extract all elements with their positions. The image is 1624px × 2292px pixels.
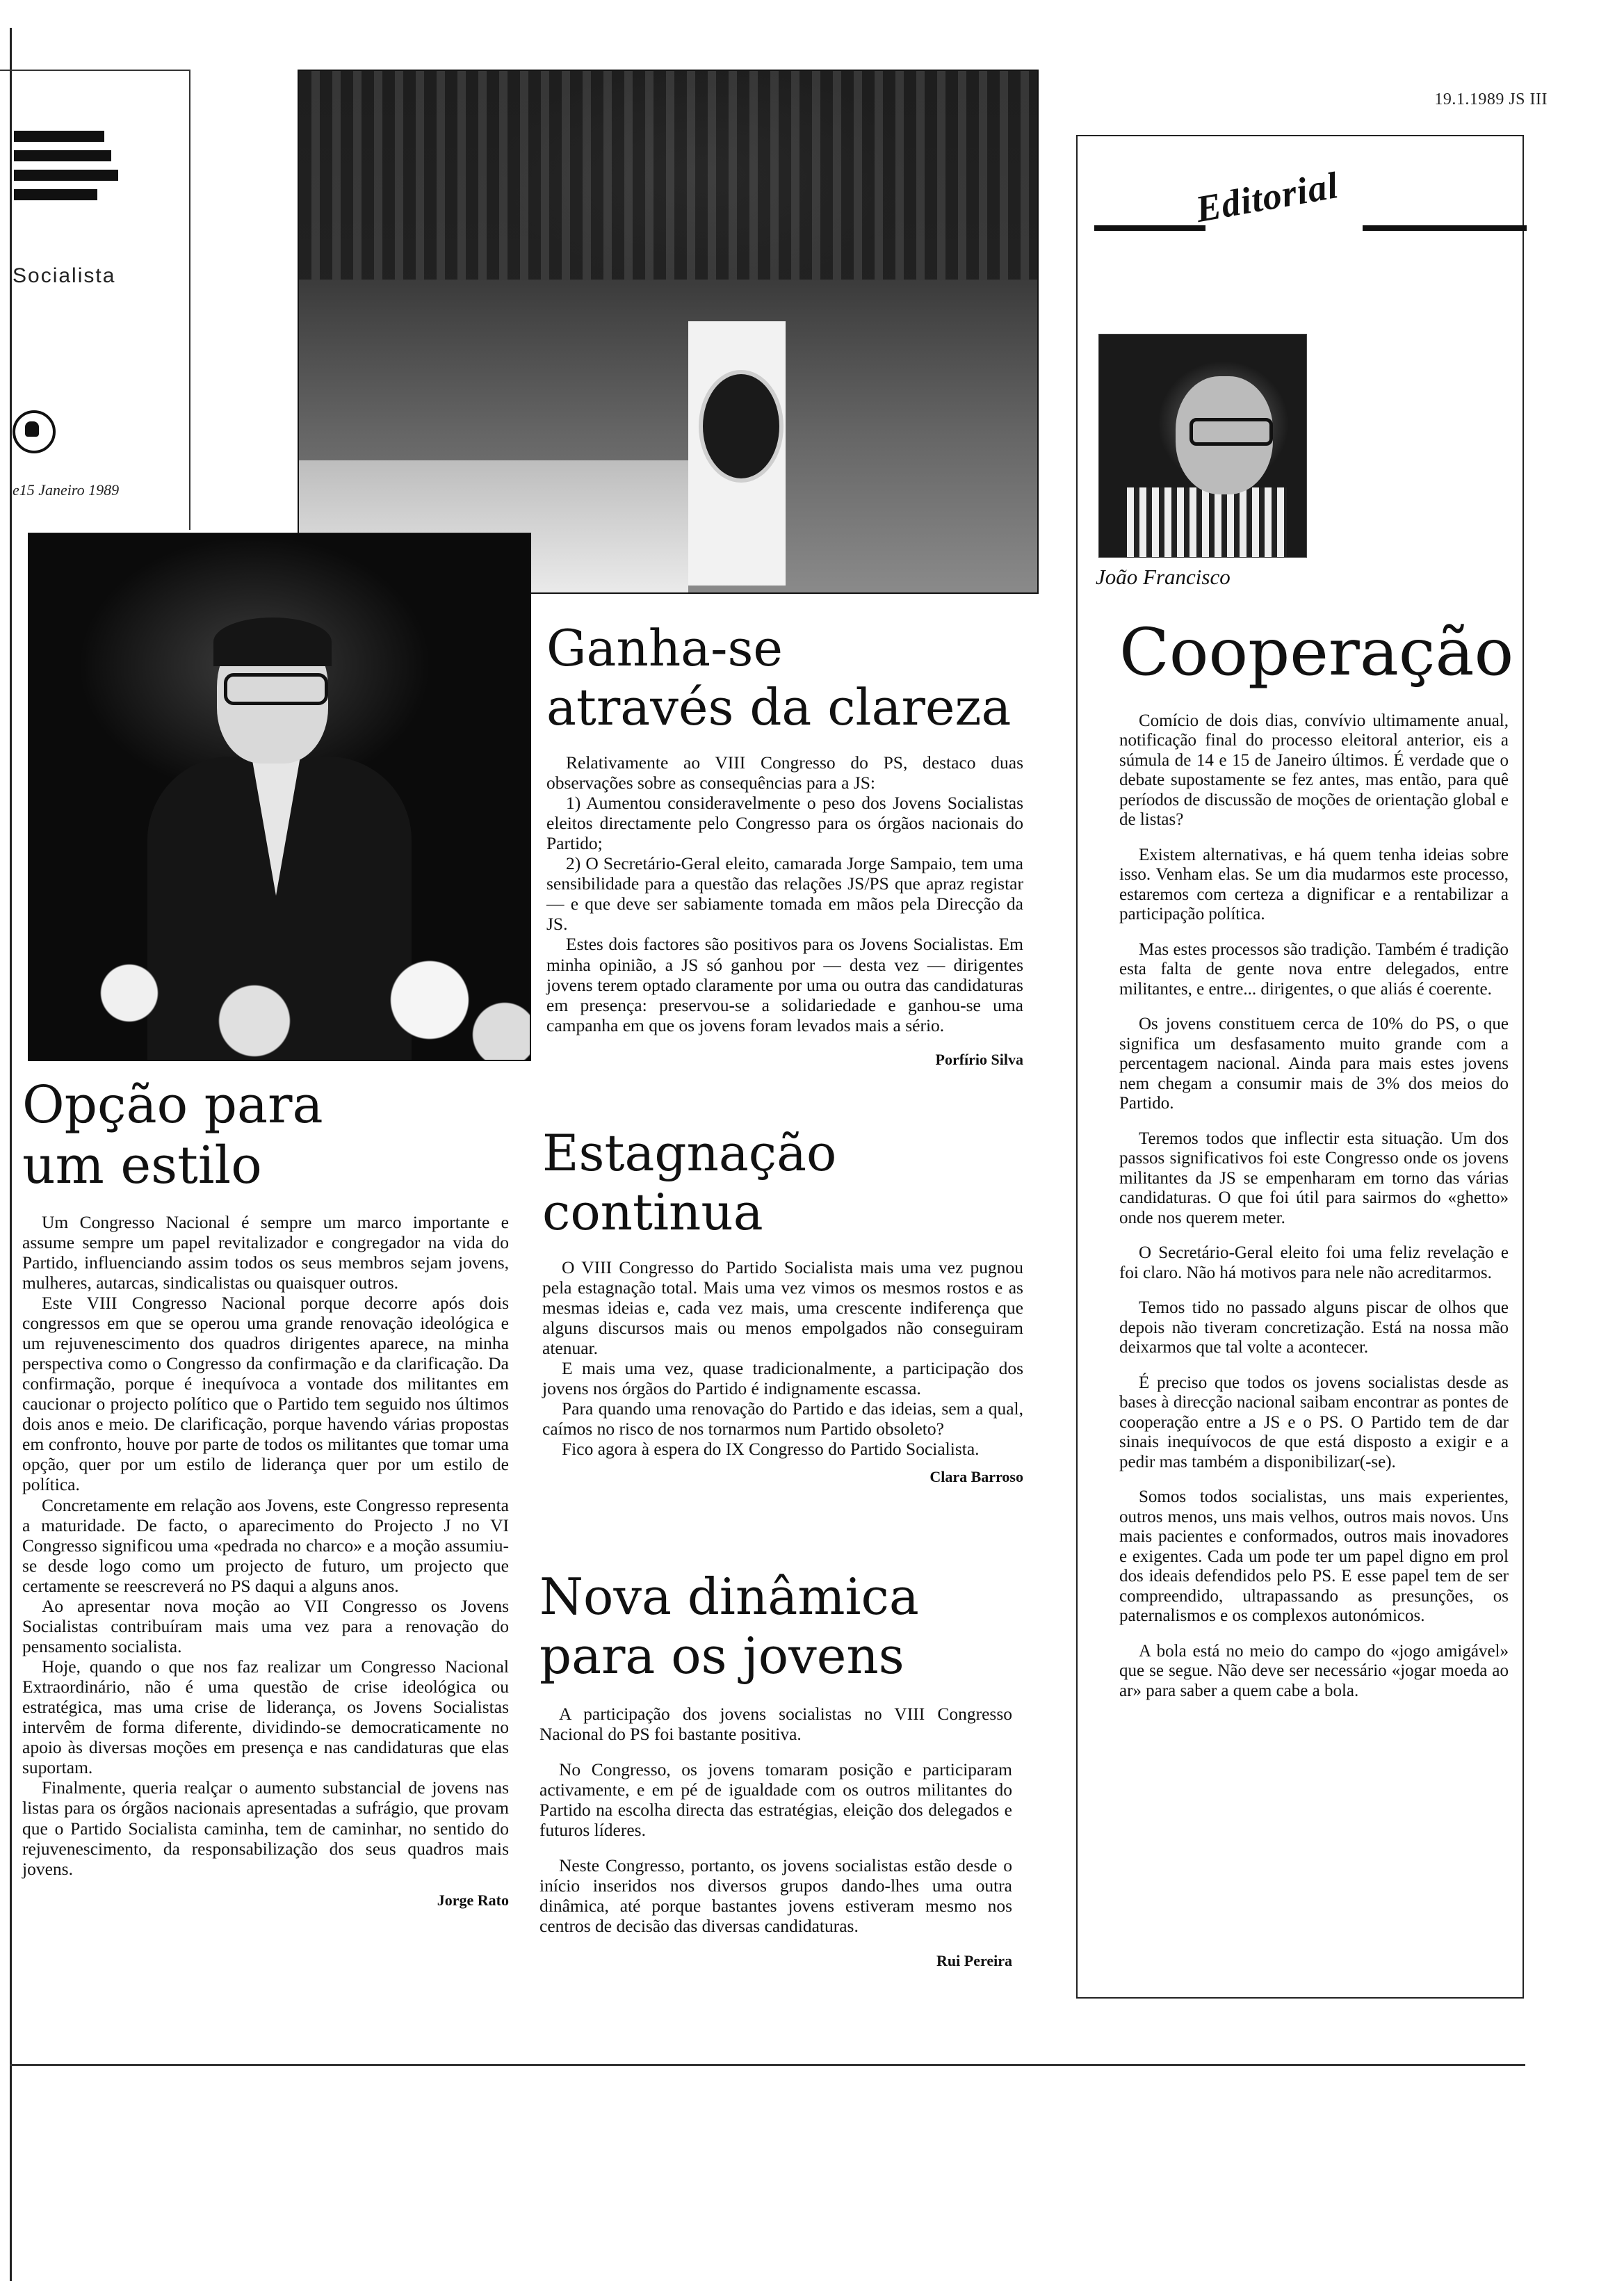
paragraph: Neste Congresso, portanto, os jovens socialistas estão desde o início inseridos nos diversos grupos dando-lhes uma outra dinâmica, até porque bastantes jovens estiveram mesmo nos centros de decisão das diversas candidaturas. bbox=[539, 1855, 1012, 1937]
paragraph: Comício de dois dias, convívio ultimamente anual, notificação final do processo eleitoral anterior, eis a súmula de 14 e 15 de Janeiro últimos. É verdade que o debate supostamente se fez antes, mas então, para quê períodos de discussão de moções de orientação global e de listas? bbox=[1119, 711, 1509, 830]
article-estagnacao-title bbox=[542, 1124, 1023, 1242]
article-opcao-author: Jorge Rato bbox=[437, 1891, 509, 1909]
editorial-rule bbox=[1363, 225, 1527, 231]
masthead-stripe bbox=[14, 131, 104, 142]
columnist-shirt bbox=[1127, 487, 1287, 557]
title-line: através da clareza bbox=[546, 677, 1012, 736]
paragraph: Um Congresso Nacional é sempre um marco importante e assume sempre um papel revitalizador e congregador na vida do Partido, influenciando assim todos os seus membros sejam jovens, mulheres, autarcas, sindicalistas ou quaisquer outros. bbox=[22, 1211, 509, 1293]
article-estagnacao-body bbox=[542, 1257, 1023, 1460]
paragraph: No Congresso, os jovens tomaram posição e participaram activamente, e em pé de igualdade com os outros militantes do Partido na escolha directa das estratégias, eleição dos delegados e futuros líderes. bbox=[539, 1759, 1012, 1841]
article-ganha-author: Porfírio Silva bbox=[935, 1050, 1023, 1068]
paragraph: Teremos todos que inflectir esta situação. Um dos passos significativos foi este Congresso onde os jovens militantes da JS se empenharam em torno das várias candidaturas. O que foi útil para sairmos do «ghetto» onde nos querem meter. bbox=[1119, 1129, 1509, 1227]
paragraph: Estes dois factores são positivos para os Jovens Socialistas. Em minha opinião, a JS só ganhou por — desta vez — dirigentes jovens terem optado claramente por uma ou outra das candidaturas em presença: preservou-se a solidariedade e ganhou-se uma campanha em que os jovens foram levados mais a sério. bbox=[546, 934, 1023, 1035]
article-nova-author: Rui Pereira bbox=[936, 1951, 1012, 1969]
paragraph: Para quando uma renovação do Partido e das ideias, sem a qual, caímos no risco de nos tornarmos num Partido obsoleto? bbox=[542, 1398, 1023, 1439]
editorial-article bbox=[1119, 615, 1514, 1716]
article-opcao-body bbox=[22, 1212, 509, 1879]
paragraph: Concretamente em relação aos Jovens, este Congresso representa a maturidade. De facto, o aparecimento do Projecto J no VI Congresso significou uma «pedrada no charco» e a moção assumiu-se desde logo como um projecto de futuro, um projecto que certamente se reescreverá no PS daqui a alguns anos. bbox=[22, 1494, 509, 1596]
masthead-stripe bbox=[14, 170, 118, 181]
article-nova-title bbox=[539, 1567, 1012, 1686]
glasses-icon bbox=[1189, 418, 1273, 446]
paragraph: E mais uma vez, quase tradicionalmente, a participação dos jovens nos órgãos do Partido é indignamente escassa. bbox=[542, 1358, 1023, 1399]
title-line: Estagnação bbox=[542, 1124, 837, 1182]
paragraph: A participação dos jovens socialistas no VIII Congresso Nacional do PS foi bastante positiva. bbox=[539, 1703, 1012, 1744]
speaker-hair bbox=[213, 618, 332, 666]
paragraph: Somos todos socialistas, uns mais experientes, outros menos, uns mais velhos, outros mais novos. Uns mais pacientes e conformados, outros mais inovadores e exigentes. Cada um pode ter um papel digno em prol dos ideais defendidos pelo PS. E esse papel tem de ser compreendido, ultrapassando as presunções, os paternalismos e os complexos autonómicos. bbox=[1119, 1487, 1509, 1626]
speaker-portrait-photo bbox=[28, 533, 531, 1061]
article-ganha bbox=[546, 619, 1023, 1069]
party-emblem-icon bbox=[699, 370, 783, 483]
paragraph: Mas estes processos são tradição. Também é tradição esta falta de gente nova entre delegados, entre militantes, e entre... dirigentes, o que aliás é coerente. bbox=[1119, 939, 1509, 999]
title-line: continua bbox=[542, 1182, 763, 1241]
article-ganha-title bbox=[546, 619, 1023, 737]
congress-hall-photo bbox=[298, 70, 1039, 594]
article-nova-body bbox=[539, 1704, 1012, 1937]
editorial-title: Cooperação bbox=[1119, 615, 1514, 691]
article-estagnacao-author: Clara Barroso bbox=[929, 1467, 1023, 1485]
page-bottom-rule bbox=[10, 2064, 1525, 2066]
paragraph: Finalmente, queria realçar o aumento substancial de jovens nas listas para os órgãos nacionais apresentadas a sufrágio, que provam que o Partido Socialista caminha, tem de caminhar, no sentido do rejuvenescimento, da responsabilização dos seus quadros mais jovens. bbox=[22, 1777, 509, 1879]
audience-area bbox=[299, 71, 1037, 280]
article-opcao bbox=[22, 1075, 509, 1910]
masthead-stripe bbox=[14, 150, 111, 161]
party-seal-icon bbox=[13, 410, 56, 453]
article-nova bbox=[539, 1567, 1012, 1970]
title-line: Nova dinâmica bbox=[539, 1567, 919, 1626]
article-ganha-body bbox=[546, 752, 1023, 1035]
title-line: Ganha-se bbox=[546, 619, 783, 677]
editorial-label: Editorial bbox=[1192, 163, 1342, 231]
page-reference: 19.1.1989 JS III bbox=[1434, 90, 1548, 108]
flower-arrangement bbox=[29, 923, 530, 1061]
editorial-rule bbox=[1094, 225, 1205, 231]
paragraph: Existem alternativas, e há quem tenha ideias sobre isso. Venham elas. Se um dia mudarmos este processo, estaremos com certeza a dignificar e a rentabilizar a participação política. bbox=[1119, 845, 1509, 924]
title-line: para os jovens bbox=[539, 1626, 904, 1685]
paragraph: Temos tido no passado alguns piscar de olhos que depois não tiveram concretização. Está na nossa mão deixarmos que tal volte a acontecer. bbox=[1119, 1298, 1509, 1357]
columnist-caption: João Francisco bbox=[1096, 565, 1231, 589]
editorial-body bbox=[1119, 711, 1509, 1702]
article-estagnacao bbox=[542, 1124, 1023, 1486]
title-line: um estilo bbox=[22, 1136, 262, 1196]
paragraph: Hoje, quando o que nos faz realizar um Congresso Nacional Extraordinário, não é uma questão de crise ideológica ou estratégica, mas uma crise de liderança, os Jovens Socialistas intervêm de forma diferente, dividindo-se democraticamente no apoio às diversas moções em presença e nas candidaturas que elas suportam. bbox=[22, 1656, 509, 1778]
paragraph: É preciso que todos os jovens socialistas desde as bases à direcção nacional saibam encontrar as pontes de cooperação entre a JS e o PS. O Partido tem de dar sinais inequívocos de que está disposto a exigir e a pedir mas também a disponibilizar(-se). bbox=[1119, 1373, 1509, 1471]
columnist-photo bbox=[1098, 334, 1307, 558]
article-opcao-title bbox=[22, 1075, 509, 1197]
paragraph: O Secretário-Geral eleito foi uma feliz revelação e foi claro. Não há motivos para nele não acreditarmos. bbox=[1119, 1243, 1509, 1282]
paragraph: O VIII Congresso do Partido Socialista mais uma vez pugnou pela estagnação total. Mais uma vez vimos os mesmos rostos e as mesmas ideias e, cada vez mais, uma crescente indiferença que alguns discursos mais ou menos empolgados não conseguiram atenuar. bbox=[542, 1257, 1023, 1359]
title-line: Opção para bbox=[22, 1075, 323, 1135]
paragraph: Relativamente ao VIII Congresso do PS, destaco duas observações sobre as consequências para a JS: bbox=[546, 752, 1023, 793]
paragraph: Fico agora à espera do IX Congresso do Partido Socialista. bbox=[562, 1439, 980, 1460]
paragraph: A bola está no meio do campo do «jogo amigável» que se segue. Não deve ser necessário «jogar moeda ao ar» para saber a quem cabe a bola. bbox=[1119, 1641, 1509, 1700]
paragraph: Ao apresentar nova moção ao VII Congresso os Jovens Socialistas contribuíram mais uma vez para a renovação do pensamento socialista. bbox=[22, 1595, 509, 1656]
masthead-stripe bbox=[14, 189, 97, 200]
masthead-name: Socialista bbox=[13, 264, 116, 287]
paragraph: Os jovens constituem cerca de 10% do PS, o que significa um desfasamento muito grande com a percentagem nacional. Ainda para mais estes jovens nem chegam a consumir mais de 3% dos meios do Partido. bbox=[1119, 1015, 1509, 1113]
paragraph: 1) Aumentou consideravelmente o peso dos Jovens Socialistas eleitos directamente pelo Congresso para os órgãos nacionais do Partido; bbox=[546, 793, 1023, 854]
paragraph: 2) O Secretário-Geral eleito, camarada Jorge Sampaio, tem uma sensibilidade para a questão das relações JS/PS que apraz registar — e que deve ser sabiamente tomada em mãos pela Direcção da JS. bbox=[546, 853, 1023, 935]
masthead-date: e15 Janeiro 1989 bbox=[13, 481, 120, 499]
glasses-icon bbox=[224, 673, 328, 705]
paragraph: Este VIII Congresso Nacional porque decorre após dois congressos em que se operou uma grande renovação ideológica e um rejuvenescimento dos quadros dirigentes aparece, na minha perspectiva como o Congresso da confirmação e da clarificação. Da confirmação, porque é inequívoca a vontade dos militantes em caucionar o projecto político que o Partido tem seguido nos últimos dois anos e meio. De clarificação, porque havendo várias propostas em confronto, houve por parte de todos os militantes que tomar uma opção, quer por um estilo de liderança quer por um estilo de política. bbox=[22, 1292, 509, 1495]
masthead bbox=[0, 70, 190, 530]
